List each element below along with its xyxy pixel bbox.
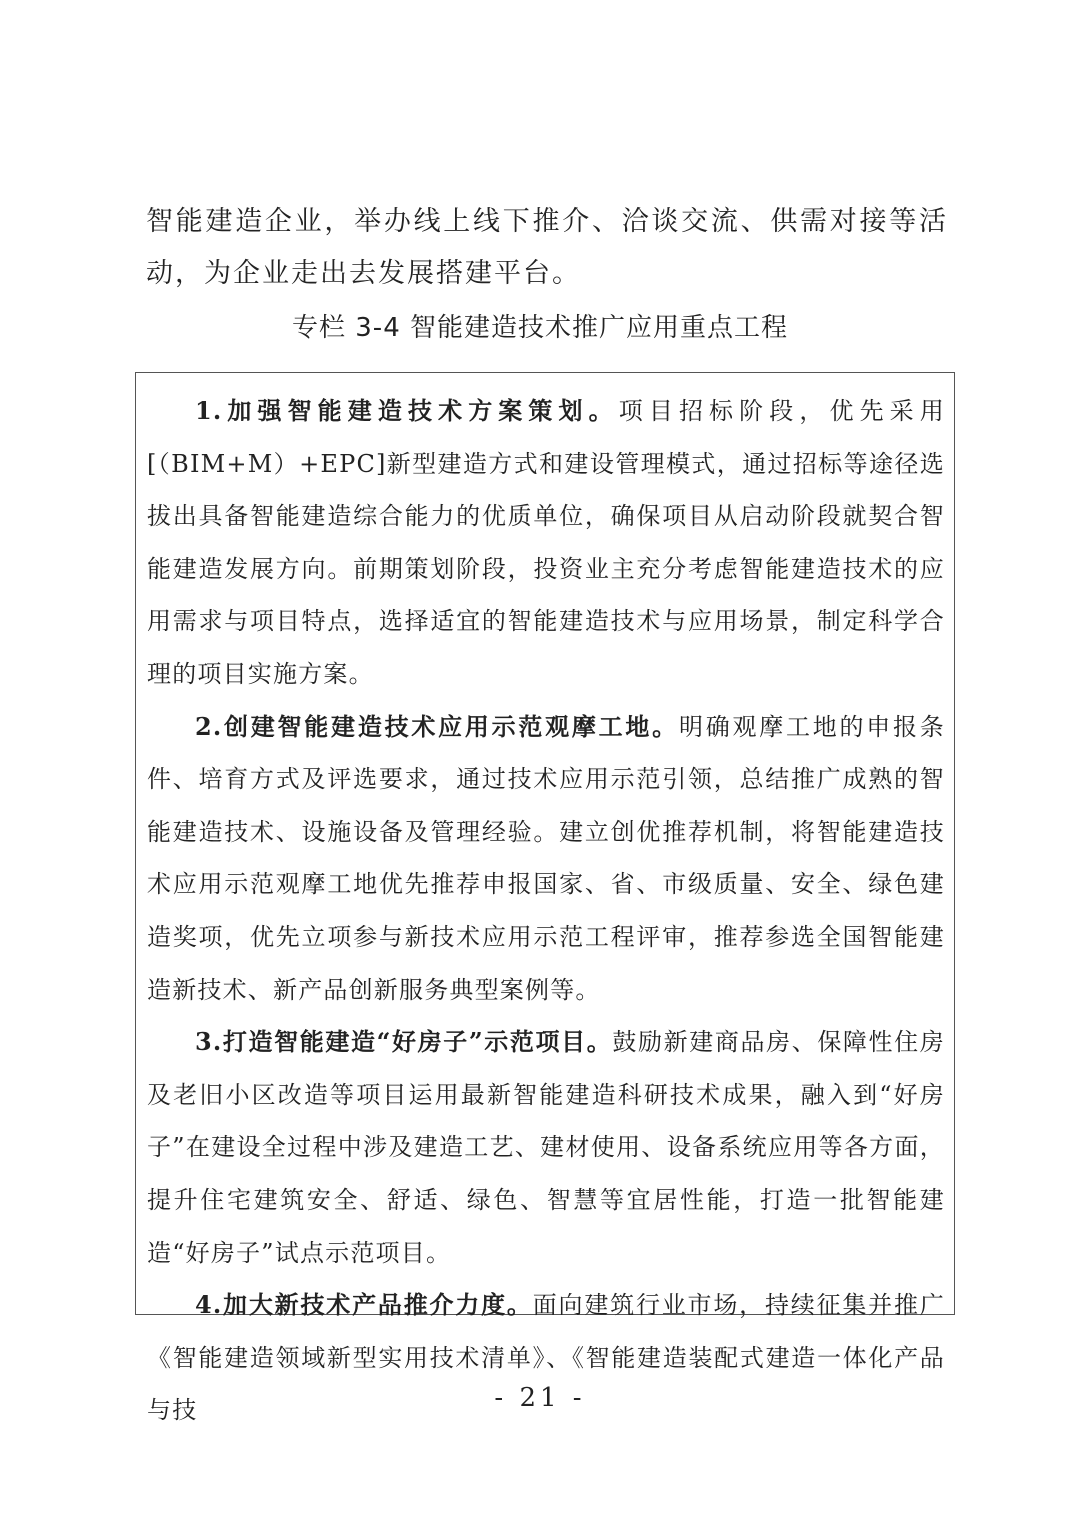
item-3-heading: 3.打造智能建造“好房子”示范项目。: [195, 1027, 613, 1057]
item-2: [147, 701, 945, 1017]
intro-paragraph: 智能建造企业，举办线上线下推介、洽谈交流、供需对接等活动，为企业走出去发展搭建平台。: [146, 206, 948, 289]
item-2-body: 明确观摩工地的申报条件、培育方式及评选要求，通过技术应用示范引领，总结推广成熟的智能建造技术、设施设备及管理经验。建立创优推荐机制，将智能建造技术应用示范观摩工地优先推荐申报国家、省、市级质量、安全、绿色建造奖项，优先立项参与新技术应用示范工程评审，推荐参选全国智能建造新技术、新产品创新服务典型案例等。: [147, 712, 945, 1004]
item-4-body: 面向建筑行业市场，持续征集并推广《智能建造领域新型实用技术清单》、《智能建造装配式建造一体化产品与技: [147, 1291, 945, 1425]
item-1: [147, 385, 945, 701]
item-1-body: 项目招标阶段，优先采用[（BIM+M）+EPC]新型建造方式和建设管理模式，通过招标等途径选拔出具备智能建造综合能力的优质单位，确保项目从启动阶段就契合智能建造发展方向。前期策划阶段，投资业主充分考虑智能建造技术的应用需求与项目特点，选择适宜的智能建造技术与应用场景，制定科学合理的项目实施方案。: [147, 397, 945, 688]
item-3: [147, 1016, 945, 1279]
item-2-heading: 2.创建智能建造技术应用示范观摩工地。: [195, 711, 679, 741]
item-4-heading: 4.加大新技术产品推介力度。: [195, 1290, 533, 1320]
page-number: - 21 -: [494, 1383, 586, 1413]
column-title: 专栏 3-4 智能建造技术推广应用重点工程: [292, 313, 788, 343]
item-1-heading: 1.加强智能建造技术方案策划。: [195, 396, 619, 425]
item-3-body: 鼓励新建商品房、保障性住房及老旧小区改造等项目运用最新智能建造科研技术成果，融入到“好房子”在建设全过程中涉及建造工艺、建材使用、设备系统应用等各方面，提升住宅建筑安全、舒适、绿色、智慧等宜居性能，打造一批智能建造“好房子”试点示范项目。: [147, 1028, 945, 1267]
